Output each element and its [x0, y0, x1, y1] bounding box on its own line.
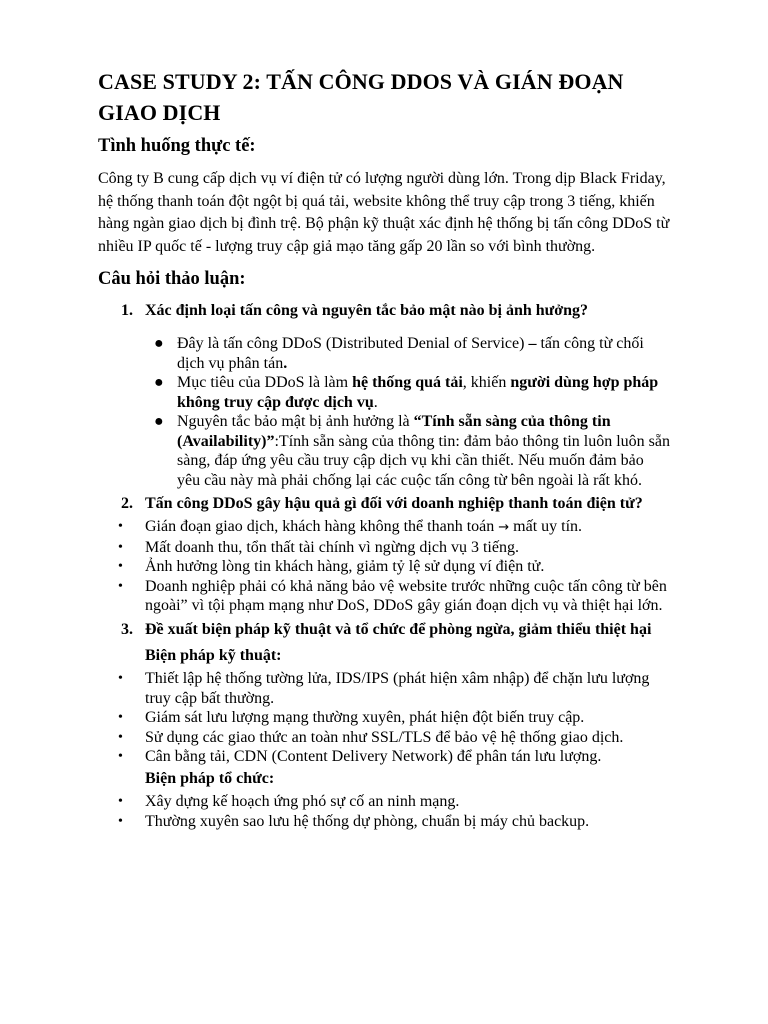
list-item-text: :Tính sẵn sàng của thông tin: đảm bảo thông tin luôn luôn sẵn sàng, đáp ứng yêu cầu truy cập dịch vụ khi cần thiết. Nếu muốn đảm bảo yêu cầu này mà phải chống lại các cuộc tấn công từ bên ngoài là rất khó. — [177, 432, 670, 489]
arrow-right-icon: → — [498, 520, 510, 535]
list-item-text: Gián đoạn giao dịch, khách hàng không thể thanh toán — [145, 518, 499, 535]
bullet-marker: ● — [154, 413, 164, 430]
list-item-text: . — [373, 393, 378, 411]
bullet-marker: • — [118, 710, 123, 725]
list-item-emphasis: “Tính sẵn sàng của thông tin (Availability)” — [177, 413, 611, 450]
list-item — [98, 812, 670, 832]
list-item-period: . — [283, 354, 288, 372]
bullet-marker: • — [118, 729, 123, 745]
organizational-measures-heading: Biện pháp tổ chức: — [145, 769, 275, 787]
bullet-marker: • — [118, 749, 123, 764]
question-text: Tấn công DDoS gây hậu quả gì đối với doanh nghiệp thanh toán điện tử? — [145, 495, 643, 512]
list-item-text: tấn công từ chối dịch vụ phân tán — [177, 335, 644, 372]
list-item — [98, 792, 670, 812]
list-item — [98, 538, 670, 558]
list-item-text: Cân bằng tải, CDN (Content Delivery Network) để phân tán lưu lượng. — [145, 748, 602, 765]
list-item — [98, 334, 670, 373]
list-item — [98, 557, 670, 577]
question-2-answer-list — [98, 517, 670, 616]
question-3-heading — [98, 620, 670, 639]
list-item-text: Ảnh hưởng lòng tin khách hàng, giảm tỷ lệ sử dụng ví điện tử. — [145, 558, 545, 575]
list-item — [98, 747, 670, 767]
question-2-heading — [98, 494, 670, 513]
question-number: 2. — [121, 495, 133, 512]
list-item-emphasis: hệ thống quá tải — [352, 374, 463, 391]
list-item — [98, 669, 670, 708]
list-item-text: Xây dựng kế hoạch ứng phó sự cố an ninh mạng. — [145, 793, 460, 810]
list-item — [98, 577, 670, 616]
list-item-text: , khiến — [462, 374, 511, 391]
list-item-text: Mục tiêu của DDoS là làm — [177, 374, 353, 391]
question-number: 1. — [121, 302, 133, 319]
list-item-text: Thiết lập hệ thống tường lửa, IDS/IPS (phát hiện xâm nhập) để chặn lưu lượng truy cập bất thường. — [145, 670, 650, 707]
list-item-emphasis: người dùng hợp pháp không truy cập được dịch vụ — [177, 374, 659, 411]
list-item — [98, 708, 670, 728]
technical-measures-heading: Biện pháp kỹ thuật: — [145, 646, 282, 664]
bullet-marker: • — [118, 813, 123, 829]
list-item-text: mất uy tín. — [509, 518, 583, 535]
technical-measures-list — [98, 669, 670, 767]
bullet-marker: • — [118, 671, 123, 686]
question-number: 3. — [121, 620, 133, 638]
page-title: CASE STUDY 2: TẤN CÔNG DDOS VÀ GIÁN ĐOẠN GIAO DỊCH — [98, 69, 624, 125]
list-item — [98, 728, 670, 748]
bullet-marker: • — [118, 794, 123, 809]
bullet-marker: • — [118, 519, 123, 534]
list-item-text: Mất doanh thu, tổn thất tài chính vì ngừng dịch vụ 3 tiếng. — [145, 538, 519, 556]
question-text: Đề xuất biện pháp kỹ thuật và tổ chức để phòng ngừa, giảm thiểu thiệt hại — [145, 620, 652, 638]
list-item-dash: – — [528, 335, 537, 352]
organizational-measures-list — [98, 792, 670, 831]
list-item-text: Nguyên tắc bảo mật bị ảnh hưởng là — [177, 413, 414, 430]
list-item-text: Giám sát lưu lượng mạng thường xuyên, phát hiện đột biến truy cập. — [145, 709, 585, 726]
list-item-text: Sử dụng các giao thức an toàn như SSL/TLS để bảo vệ hệ thống giao dịch. — [145, 728, 624, 746]
question-1-answer-list — [98, 334, 670, 490]
list-item — [98, 517, 670, 538]
situation-paragraph: Công ty B cung cấp dịch vụ ví điện tử có lượng người dùng lớn. Trong dịp Black Friday, hệ thống thanh toán đột ngột bị quá tải, website không thể truy cập trong 3 tiếng, khiến hàng ngàn giao dịch bị đình trệ. Bộ phận kỹ thuật xác định hệ thống bị tấn công DDoS từ nhiều IP quốc tế - lượng truy cập giả mạo tăng gấp 20 lần so với bình thường. — [98, 170, 670, 255]
list-item-text: Doanh nghiệp phải có khả năng bảo vệ website trước những cuộc tấn công từ bên ngoài” vì tội phạm mạng như DoS, DDoS gây gián đoạn dịch vụ và thiệt hại lớn. — [145, 577, 667, 614]
question-text: Xác định loại tấn công và nguyên tắc bảo mật nào bị ảnh hưởng? — [145, 302, 588, 319]
questions-heading: Câu hỏi thảo luận: — [98, 269, 246, 289]
bullet-marker: ● — [154, 335, 164, 352]
situation-heading: Tình huống thực tế: — [98, 136, 256, 156]
question-1-heading — [98, 301, 670, 320]
list-item-text: Đây là tấn công DDoS (Distributed Denial of Service) — [177, 335, 529, 352]
list-item — [98, 412, 670, 490]
bullet-marker: • — [118, 539, 123, 555]
list-item — [98, 373, 670, 412]
bullet-marker: • — [118, 578, 123, 594]
bullet-marker: ● — [154, 374, 164, 391]
bullet-marker: • — [118, 559, 123, 574]
list-item-text: Thường xuyên sao lưu hệ thống dự phòng, chuẩn bị máy chủ backup. — [145, 812, 590, 830]
